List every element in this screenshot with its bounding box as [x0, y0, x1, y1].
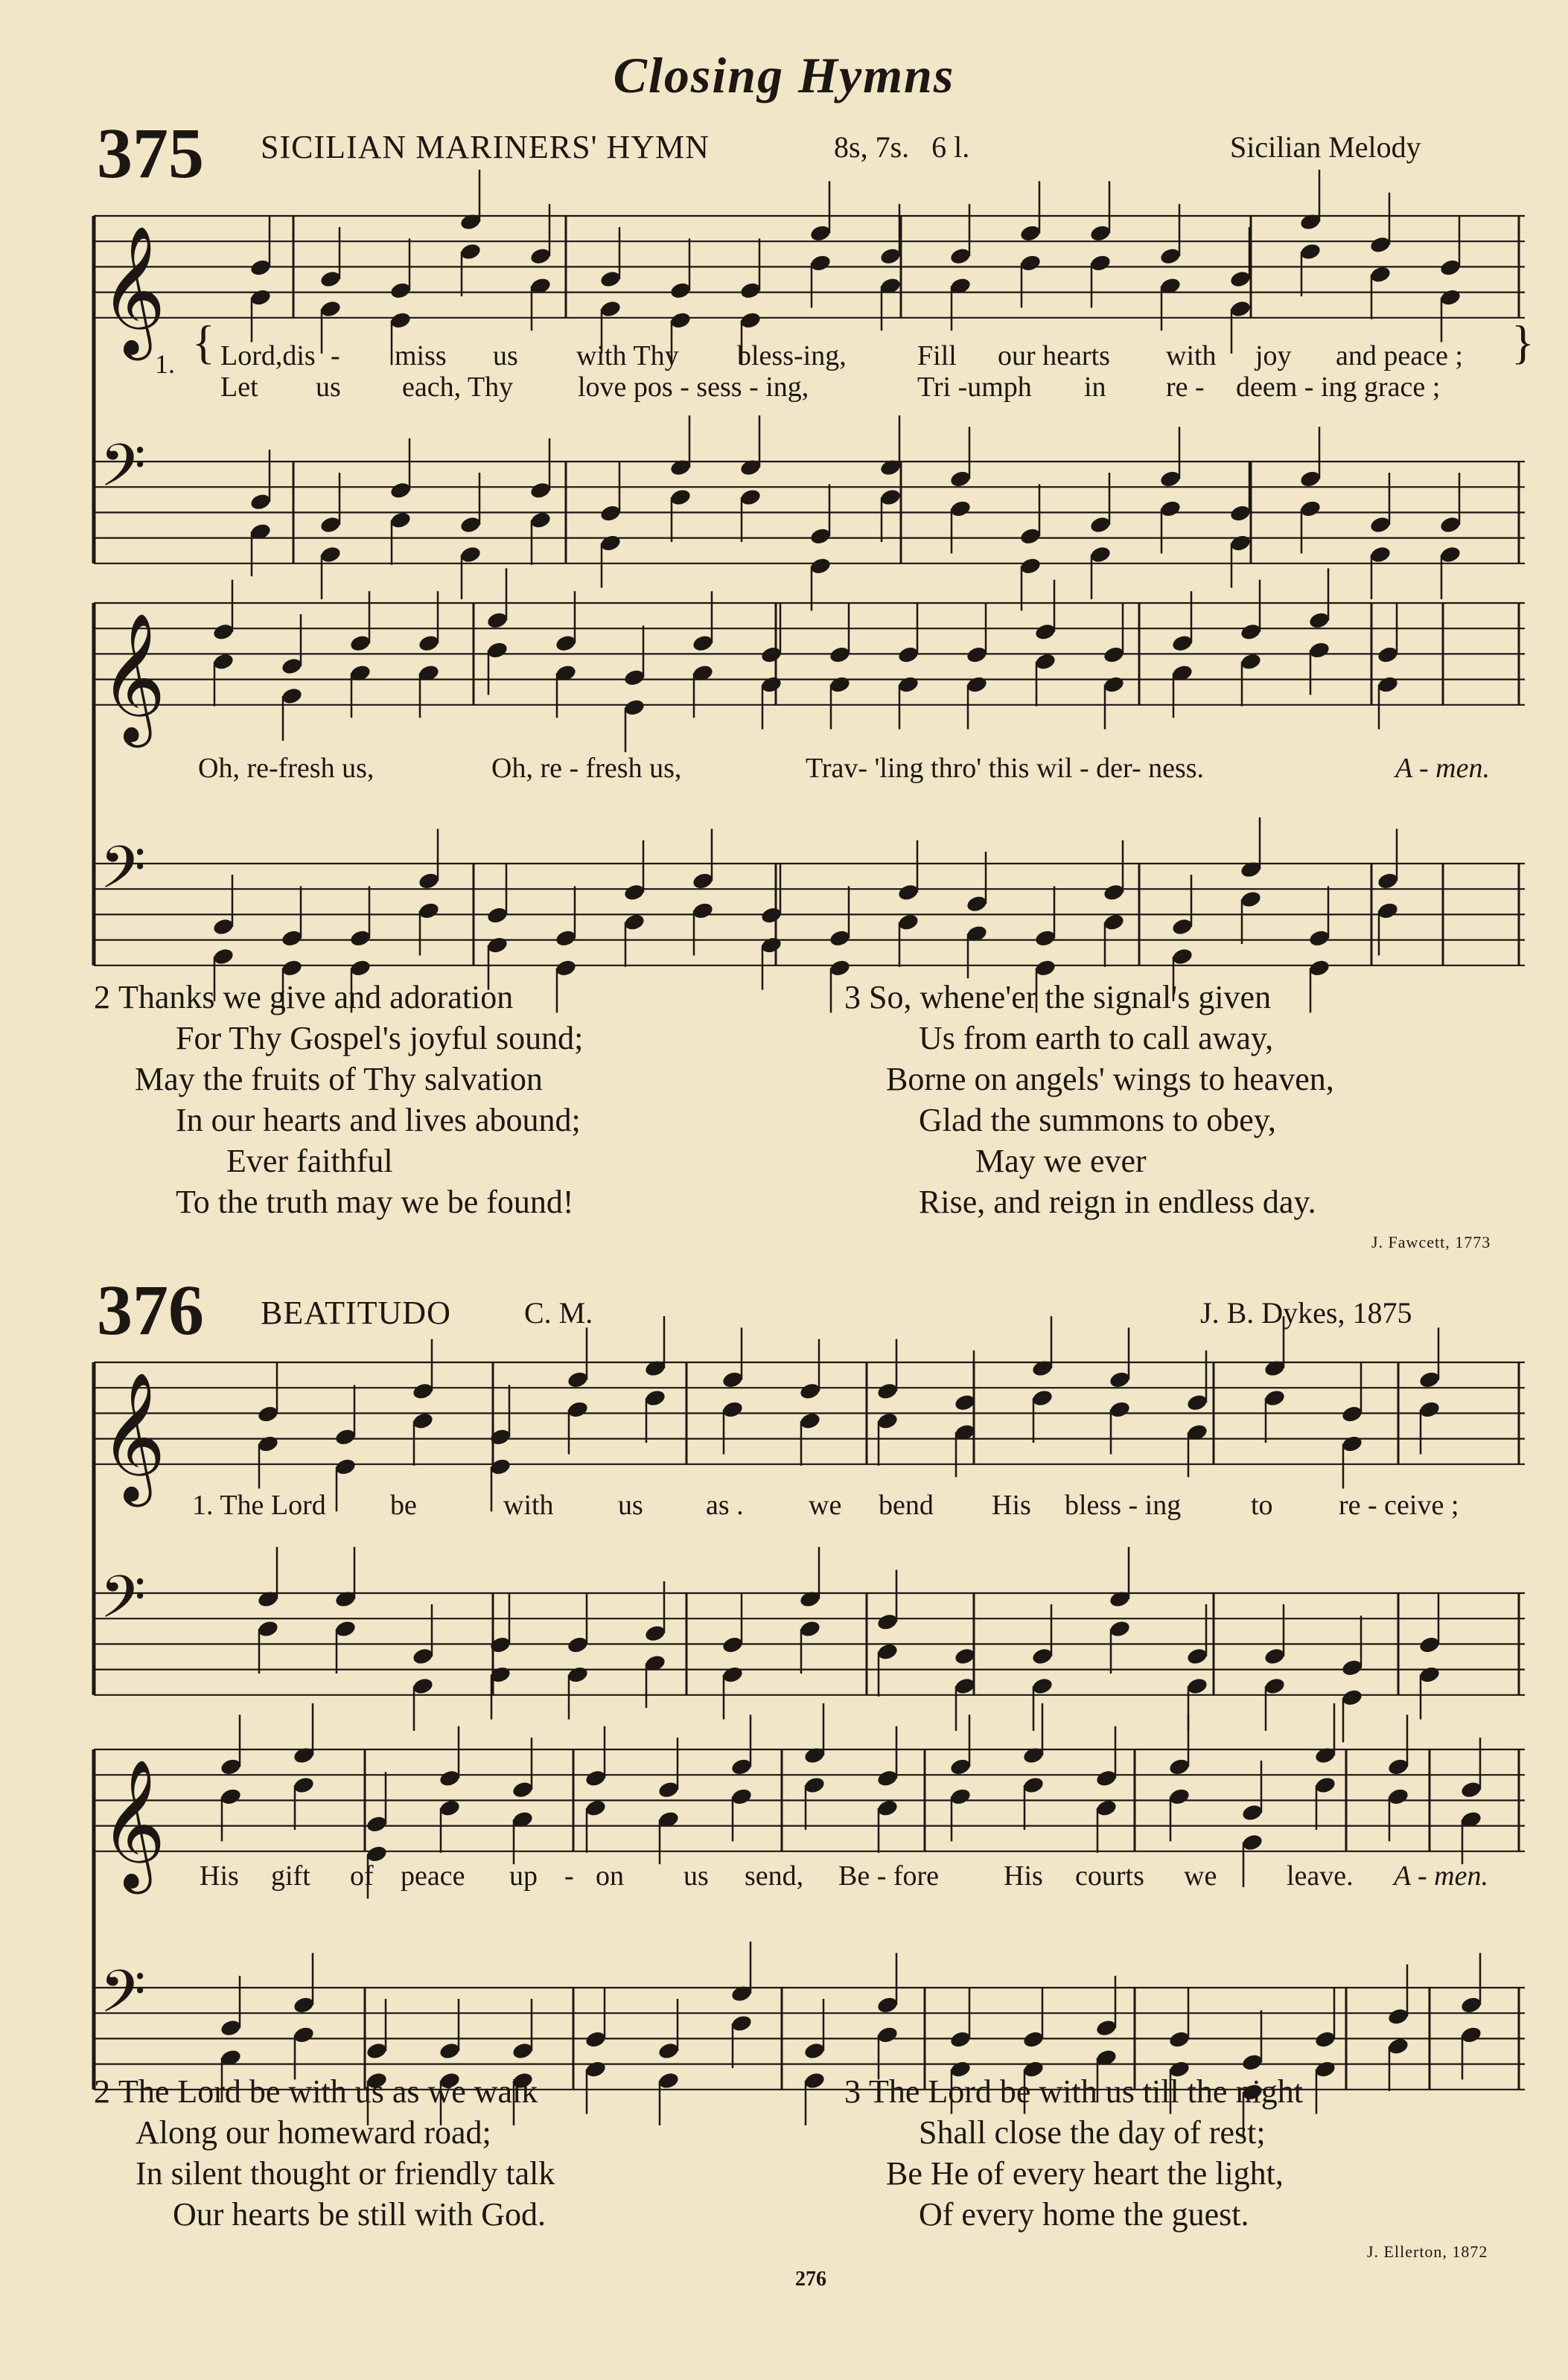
lyric-syllable: us	[316, 371, 341, 403]
lyric-syllable: Oh, re - fresh us,	[491, 753, 682, 784]
lyric-syllable: joy	[1255, 340, 1292, 371]
tune-name: BEATITUDO	[261, 1295, 451, 1331]
stanza-line: So, whene'er the signal's given	[869, 979, 1272, 1015]
author-credit: J. Fawcett, 1773	[1371, 1233, 1491, 1251]
lyric-syllable: peace	[401, 1860, 465, 1892]
stanza-line: Ever faithful	[226, 1143, 393, 1179]
lyric-syllable: our hearts	[998, 340, 1110, 371]
lyric-syllable: deem - ing grace ;	[1236, 371, 1441, 403]
lyric-syllable: on	[596, 1860, 624, 1892]
lyric-syllable: in	[1084, 371, 1106, 403]
stanza-line: In our hearts and lives abound;	[176, 1102, 581, 1138]
stanza-line: To the truth may we be found!	[176, 1184, 574, 1220]
stanza-line: Our hearts be still with God.	[173, 2196, 546, 2233]
stanza-2	[94, 2071, 555, 2235]
lyric-syllable: to	[1251, 1490, 1273, 1521]
lyric-syllable: Let	[220, 371, 258, 403]
stanza-line: Of every home the guest.	[919, 2196, 1249, 2233]
lyric-syllable: we	[809, 1490, 842, 1521]
stanza-line: The Lord be with us as we walk	[118, 2073, 538, 2110]
page-number: 276	[795, 2268, 826, 2291]
lyric-syllable: up	[509, 1860, 538, 1892]
stanza-line: May the fruits of Thy salvation	[135, 1061, 543, 1097]
lyric-syllable: His	[992, 1490, 1031, 1521]
stanza-number: 3	[844, 2073, 861, 2110]
lyric-syllable: His	[200, 1860, 239, 1892]
lyric-syllable: with Thy	[576, 340, 679, 371]
svg-text:𝄞: 𝄞	[100, 1371, 166, 1502]
lyric-syllable: each, Thy	[402, 371, 514, 403]
lyric-syllable: 1. The Lord	[192, 1490, 326, 1521]
stanza-line: Borne on angels' wings to heaven,	[886, 1061, 1334, 1097]
svg-text:𝄢: 𝄢	[100, 431, 146, 514]
lyric-syllable: of	[350, 1860, 374, 1892]
author-credit: J. Ellerton, 1872	[1367, 2242, 1488, 2261]
stanza-line: Be He of every heart the light,	[886, 2155, 1284, 2192]
stanza-number: 3	[844, 979, 861, 1015]
lyric-syllable: Tri -umph	[917, 371, 1032, 403]
verse-brace: }	[1511, 316, 1534, 369]
lyric-syllable: courts	[1075, 1860, 1144, 1892]
verse-brace: {	[192, 316, 215, 369]
page-title: Closing Hymns	[613, 47, 955, 103]
lyric-syllable: we	[1184, 1860, 1217, 1892]
stanza-line: Glad the summons to obey,	[919, 1102, 1276, 1138]
lyric-syllable: send,	[745, 1860, 804, 1892]
lyric-syllable: with	[1166, 340, 1217, 371]
lyric-syllable: love pos - sess - ing,	[578, 371, 809, 403]
lyric-syllable: Lord,dis	[220, 340, 316, 371]
lyric-syllable: leave.	[1287, 1860, 1354, 1892]
lyric-syllable: gift	[271, 1860, 310, 1892]
stanza-line: Us from earth to call away,	[919, 1020, 1274, 1056]
verse-number: 1.	[155, 349, 175, 379]
svg-text:𝄢: 𝄢	[100, 1563, 146, 1646]
lyric-syllable: bless - ing	[1065, 1490, 1182, 1521]
lyric-syllable: us	[683, 1860, 709, 1892]
lyric-syllable: bless-ing,	[737, 340, 847, 371]
meter: C. M.	[524, 1296, 593, 1330]
lyric-syllable: Fill	[917, 340, 957, 371]
svg-text:𝄞: 𝄞	[100, 225, 166, 355]
lyric-syllable: A - men.	[1395, 753, 1490, 784]
lyric-syllable: -	[564, 1860, 574, 1892]
svg-text:𝄢: 𝄢	[100, 1957, 146, 2041]
svg-text:𝄞: 𝄞	[100, 1758, 166, 1889]
meter: 8s, 7s. 6 l.	[834, 130, 970, 164]
lyric-syllable: re - ceive ;	[1339, 1490, 1459, 1521]
lyric-syllable: be	[390, 1490, 417, 1521]
svg-text:𝄞: 𝄞	[100, 612, 166, 742]
stanza-line: Shall close the day of rest;	[919, 2114, 1266, 2151]
composer: Sicilian Melody	[1230, 130, 1421, 164]
composer: J. B. Dykes, 1875	[1200, 1296, 1412, 1330]
lyric-syllable: A - men.	[1394, 1860, 1488, 1892]
stanza-line: For Thy Gospel's joyful sound;	[176, 1020, 584, 1056]
lyric-syllable: re -	[1166, 371, 1205, 403]
stanza-line: May we ever	[975, 1143, 1147, 1179]
stanza-line: Along our homeward road;	[136, 2114, 491, 2151]
hymn-number-375: 375	[97, 113, 204, 193]
hymn-number-376: 376	[97, 1270, 204, 1350]
tune-name: SICILIAN MARINERS' HYMN	[261, 129, 710, 165]
stanza-line: The Lord be with us till the night	[869, 2073, 1303, 2110]
lyric-syllable: us	[493, 340, 518, 371]
lyric-syllable: bend	[879, 1490, 934, 1521]
lyric-syllable: with	[503, 1490, 554, 1521]
stanza-2	[94, 977, 583, 1222]
lyric-syllable: as .	[706, 1490, 744, 1521]
lyric-syllable: and peace ;	[1336, 340, 1463, 371]
lyric-syllable: miss	[395, 340, 447, 371]
lyric-syllable: Oh, re-fresh us,	[198, 753, 375, 784]
lyric-syllable: Trav- 'ling thro' this wil - der- ness.	[806, 753, 1205, 784]
lyric-syllable: -	[331, 340, 340, 371]
stanza-3	[844, 2071, 1303, 2235]
lyric-syllable: Be - fore	[838, 1860, 940, 1892]
stanza-number: 2	[94, 2073, 110, 2110]
svg-text:𝄢: 𝄢	[100, 833, 146, 916]
stanza-line: Thanks we give and adoration	[118, 979, 514, 1015]
stanza-line: In silent thought or friendly talk	[136, 2155, 555, 2192]
stanza-3	[844, 977, 1334, 1222]
stanza-line: Rise, and reign in endless day.	[919, 1184, 1316, 1220]
stanza-number: 2	[94, 979, 110, 1015]
lyric-syllable: us	[618, 1490, 643, 1521]
lyric-syllable: His	[1004, 1860, 1043, 1892]
